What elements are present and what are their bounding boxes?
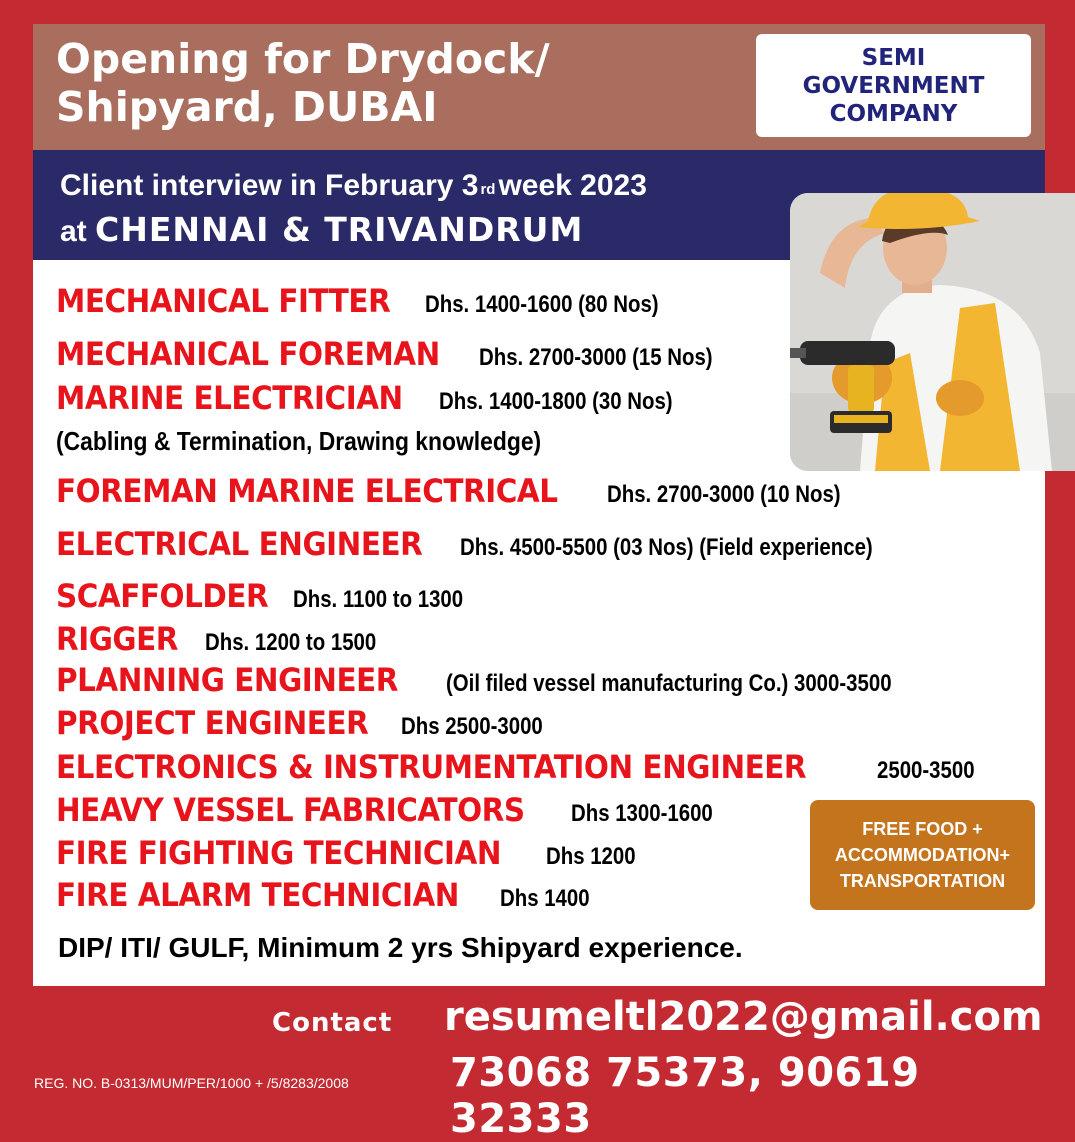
- job-title: SCAFFOLDER: [56, 577, 269, 615]
- job-detail: Dhs 1300-1600: [571, 800, 714, 827]
- job-detail: Dhs. 4500-5500 (03 Nos) (Field experience): [460, 534, 873, 561]
- job-title: FIRE FIGHTING TECHNICIAN: [56, 834, 502, 872]
- worker-illustration: [790, 193, 1075, 471]
- job-title: MARINE ELECTRICIAN: [56, 379, 403, 417]
- job-title: PROJECT ENGINEER: [56, 704, 369, 742]
- interview-line-2-text: at: [60, 215, 87, 248]
- job-title: RIGGER: [56, 620, 178, 658]
- job-title: HEAVY VESSEL FABRICATORS: [56, 791, 525, 829]
- title-line-2: Shipyard, DUBAI: [56, 83, 438, 131]
- contact-email[interactable]: resumeltl2022@gmail.com: [444, 994, 1043, 1040]
- job-detail: Dhs. 1100 to 1300: [292, 586, 463, 613]
- benefit-food: FREE FOOD +: [862, 819, 983, 839]
- job-electronics-instrumentation-engineer: [56, 748, 992, 786]
- job-title: MECHANICAL FITTER: [56, 282, 391, 320]
- job-mechanical-fitter: [56, 282, 700, 320]
- job-detail: Dhs 1200: [545, 843, 636, 870]
- benefit-transportation: TRANSPORTATION: [839, 871, 1006, 891]
- registration-number: REG. NO. B-0313/MUM/PER/1000 + /5/8283/2008: [34, 1075, 349, 1091]
- semi-government-badge: [756, 34, 1031, 137]
- worker-photo: [790, 193, 1075, 471]
- job-detail: Dhs 2500-3000: [401, 713, 544, 740]
- benefit-accommodation: ACCOMMODATION+: [834, 845, 1011, 865]
- interview-cities: CHENNAI & TRIVANDRUM: [95, 210, 584, 249]
- job-detail: (Oil filed vessel manufacturing Co.) 3000-3500: [445, 670, 892, 697]
- job-detail: Dhs 1400: [500, 885, 590, 912]
- electrician-note: (Cabling & Termination, Drawing knowledge): [56, 426, 542, 456]
- contact-phones[interactable]: 73068 75373, 90619 32333: [450, 1050, 920, 1142]
- job-detail: Dhs. 2700-3000 (15 Nos): [479, 344, 713, 371]
- job-title: MECHANICAL FOREMAN: [56, 335, 440, 373]
- badge-line-2: GOVERNMENT: [802, 72, 985, 99]
- benefits-badge: [810, 800, 1035, 910]
- job-electrical-engineer: [56, 525, 946, 563]
- job-title: ELECTRICAL ENGINEER: [56, 525, 423, 563]
- page-title: [56, 35, 550, 131]
- job-planning-engineer: [56, 661, 970, 699]
- job-marine-electrician: [56, 379, 714, 417]
- job-project-engineer: [56, 704, 568, 742]
- badge-line-3: COMPANY: [829, 100, 958, 127]
- job-detail: Dhs. 2700-3000 (10 Nos): [607, 481, 841, 508]
- job-fire-alarm-technician: [56, 876, 605, 914]
- job-rigger: [56, 620, 406, 658]
- job-heavy-vessel-fabricators: [56, 791, 738, 829]
- job-foreman-marine-electrical: [56, 472, 882, 510]
- job-scaffolder: [56, 577, 493, 615]
- badge-line-1: SEMI: [861, 44, 926, 71]
- ordinal-suffix: rd: [480, 181, 496, 198]
- interview-info: [60, 164, 647, 254]
- job-title: ELECTRONICS & INSTRUMENTATION ENGINEER: [56, 748, 807, 786]
- job-detail: 2500-3500: [877, 757, 975, 784]
- contact-label: Contact: [272, 1008, 393, 1038]
- job-detail: Dhs. 1400-1800 (30 Nos): [438, 388, 673, 415]
- job-detail: Dhs. 1200 to 1500: [204, 629, 376, 656]
- requirements-text: DIP/ ITI/ GULF, Minimum 2 yrs Shipyard experience.: [58, 932, 743, 963]
- interview-line-1-end: week 2023: [498, 169, 647, 202]
- job-detail: Dhs. 1400-1600 (80 Nos): [425, 291, 659, 318]
- interview-line-1-text: Client interview in February 3: [60, 169, 479, 202]
- job-title: FIRE ALARM TECHNICIAN: [56, 876, 459, 914]
- job-fire-fighting-technician: [56, 834, 651, 872]
- job-mechanical-foreman: [56, 335, 754, 373]
- title-line-1: Opening for Drydock/: [56, 35, 550, 83]
- job-title: FOREMAN MARINE ELECTRICAL: [56, 472, 558, 510]
- job-title: PLANNING ENGINEER: [56, 661, 398, 699]
